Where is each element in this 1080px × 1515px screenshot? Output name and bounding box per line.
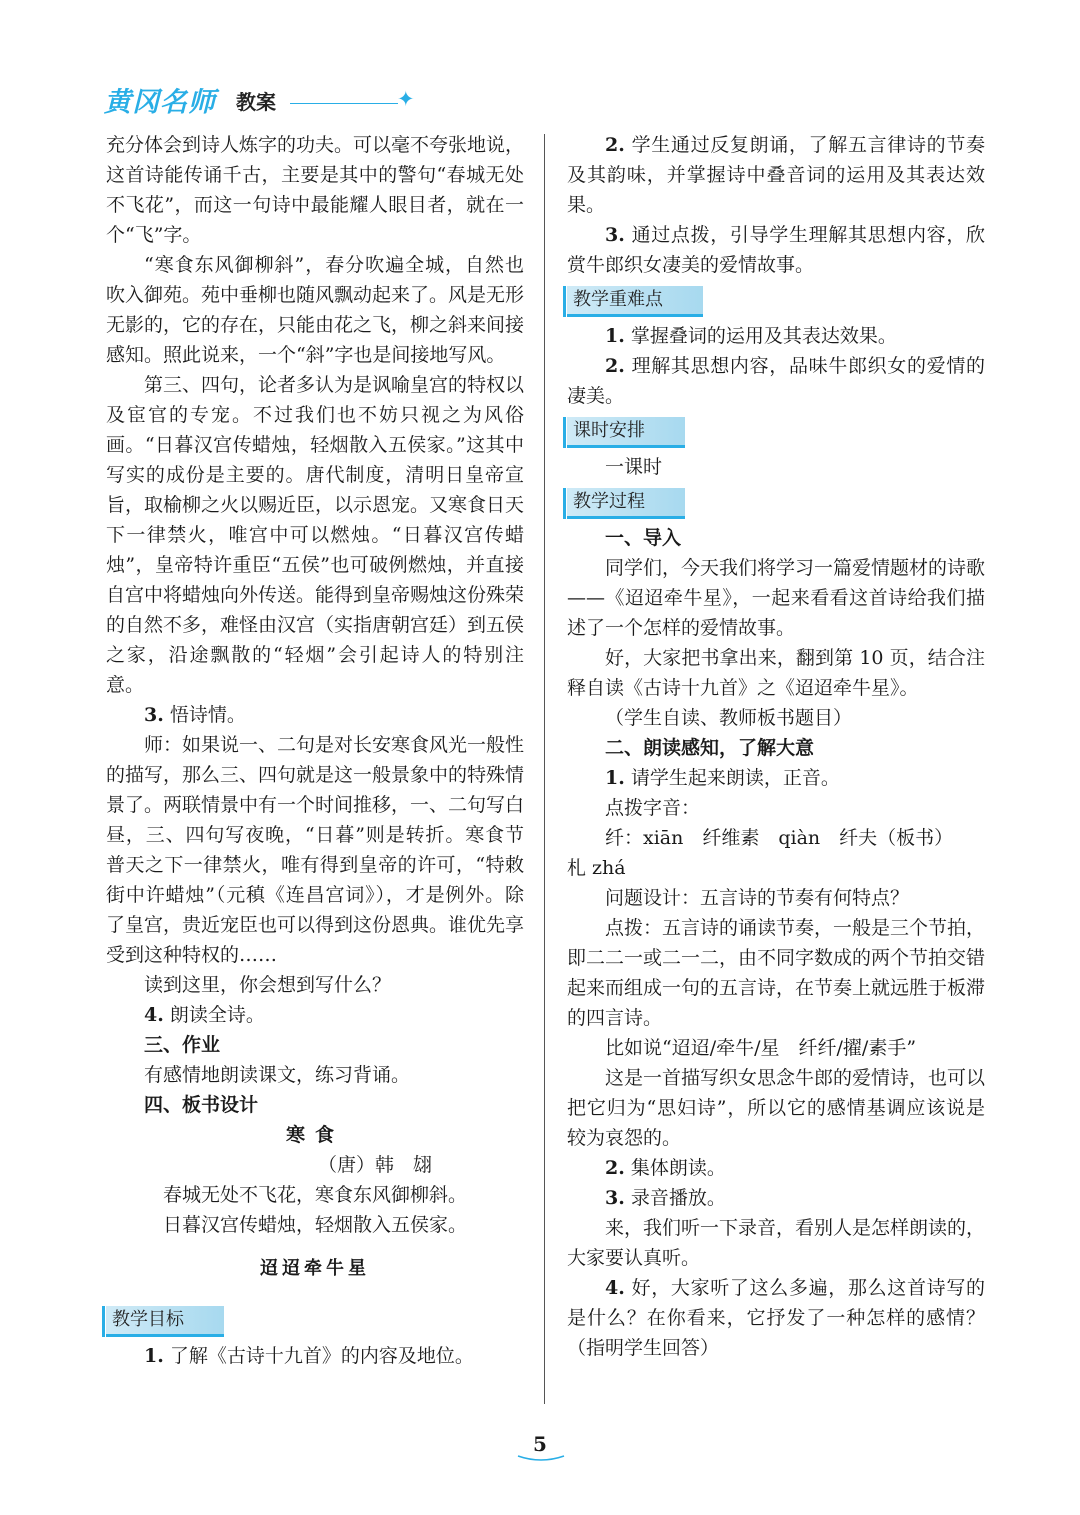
- right-column: [567, 130, 985, 1363]
- paragraph: 来，我们听一下录音，看别人是怎样朗读的，大家要认真听。: [567, 1217, 986, 1269]
- poem-title: 寒食: [285, 1124, 344, 1146]
- step-text: 好，大家听了这么多遍，那么这首诗写的是什么？在你看来，它抒发了一种怎样的感情？（指明学生回答）: [567, 1277, 985, 1359]
- paragraph: 一课时: [605, 456, 663, 478]
- key-number: 1.: [605, 325, 625, 347]
- step-item: [567, 1183, 985, 1213]
- goal-number: 3.: [605, 224, 625, 246]
- paragraph: 第三、四句，论者多认为是讽喻皇宫的特权以及宦官的专宠。不过我们也不妨只视之为风俗画。“日暮汉宫传蜡烛，轻烟散入五侯家。”这其中写实的成份是主要的。唐代制度，清明日皇帝宣旨，取榆柳之火以赐近臣，以示恩宠。又寒食日天下一律禁火，唯宫中可以燃烛。“日暮汉宫传蜡烛”，皇帝特许重臣“五侯”也可破例燃烛，并直接自宫中将蜡烛向外传送。能得到皇帝赐烛这份殊荣的自然不多，难怪由汉宫（实指唐朝宫廷）到五侯之家，沿途飘散的“轻烟”会引起诗人的特别注意。: [106, 374, 525, 696]
- paragraph: 这是一首描写织女思念牛郎的爱情诗，也可以把它归为“思妇诗”，所以它的感情基调应该说是较为哀怨的。: [567, 1067, 986, 1149]
- brand-logo: 黄冈名师: [104, 87, 216, 118]
- lesson-title: 迢迢牵牛星: [260, 1258, 370, 1279]
- step-text: 悟诗情。: [169, 704, 246, 726]
- step-text: 朗读全诗。: [169, 1004, 265, 1026]
- step-item: [567, 1273, 985, 1363]
- step-number: 4.: [144, 1004, 164, 1026]
- step-number: 3.: [605, 1187, 625, 1209]
- step-heading: [106, 700, 524, 730]
- paragraph: 问题设计：五言诗的节奏有何特点？: [605, 887, 910, 909]
- step-number: 2.: [605, 1157, 625, 1179]
- left-column: [106, 130, 524, 1371]
- paragraph: 好，大家把书拿出来，翻到第 10 页，结合注释自读《古诗十九首》之《迢迢牵牛星》。: [567, 647, 985, 699]
- poem-line: 春城无处不飞花，寒食东风御柳斜。: [162, 1184, 467, 1206]
- sparkle-icon: ✦: [397, 87, 415, 111]
- goal-text: 通过点拨，引导学生理解其思想内容，欣赏牛郎织女凄美的爱情故事。: [567, 224, 985, 276]
- header-rule: [290, 103, 398, 104]
- poem-author: （唐）韩 翃: [317, 1154, 432, 1176]
- brand-subtitle: 教案: [236, 90, 276, 114]
- pinyin-line: 纤：xiān 纤维素 qiàn 纤夫（板书）: [605, 827, 954, 849]
- step-item: [567, 763, 985, 793]
- goal-number: 2.: [605, 134, 625, 156]
- pinyin-line: 札 zhá: [567, 857, 626, 879]
- paragraph: 比如说“迢迢/牵牛/星 纤纤/擢/素手”: [605, 1037, 917, 1059]
- step-text: 录音播放。: [630, 1187, 726, 1209]
- paragraph: 同学们，今天我们将学习一篇爱情题材的诗歌——《迢迢牵牛星》，一起来看看这首诗给我们描述了一个怎样的爱情故事。: [567, 557, 986, 639]
- paragraph: 师：如果说一、二句是对长安寒食风光一般性的描写，那么三、四句就是这一般景象中的特殊情景了。两联情景中有一个时间推移，一、二句写白昼，三、四句写夜晚，“日暮”则是转折。寒食节普天之下一律禁火，唯有得到皇帝的许可，“特敕街中许蜡烛”（元稹《连昌宫词》），才是例外。除了皇宫，贵近宠臣也可以得到这份恩典。谁优先享受到这种特权的……: [106, 734, 525, 966]
- key-text: 掌握叠词的运用及其表达效果。: [630, 325, 897, 347]
- wave-ornament-icon: [516, 1454, 566, 1462]
- paragraph: 点拨：五言诗的诵读节奏，一般是三个节拍，即二二一或二一二，由不同字数成的两个节拍交错起来而组成一句的五言诗，在节奏上就远胜于板滞的四言诗。: [567, 917, 986, 1029]
- goal-text: 了解《古诗十九首》的内容及地位。: [169, 1345, 474, 1367]
- section-heading-homework: 三、作业: [144, 1034, 221, 1056]
- goal-number: 1.: [144, 1345, 164, 1367]
- section-heading-intro: 一、导入: [605, 527, 682, 549]
- section-heading-reading: 二、朗读感知，了解大意: [605, 737, 815, 759]
- step-number: 1.: [605, 767, 625, 789]
- section-label-process: 教学过程: [567, 488, 685, 519]
- key-text: 理解其思想内容，品味牛郎织女的爱情的凄美。: [567, 355, 985, 407]
- paragraph: （学生自读、教师板书题目）: [605, 707, 853, 729]
- step-text: 集体朗读。: [630, 1157, 726, 1179]
- page-header: [104, 80, 444, 120]
- key-item: [567, 351, 985, 411]
- key-number: 2.: [605, 355, 625, 377]
- paragraph: 点拨字音：: [605, 797, 701, 819]
- goal-item: [106, 1341, 524, 1371]
- step-number: 4.: [605, 1277, 625, 1299]
- step-item: [567, 1153, 985, 1183]
- paragraph: 读到这里，你会想到写什么？: [144, 974, 392, 996]
- paragraph: 有感情地朗读课文，练习背诵。: [144, 1064, 411, 1086]
- poem-line: 日暮汉宫传蜡烛，轻烟散入五侯家。: [162, 1214, 467, 1236]
- paragraph: “寒食东风御柳斜”，春分吹遍全城，自然也吹入御苑。苑中垂柳也随风飘动起来了。风是无形无影的，它的存在，只能由花之飞，柳之斜来间接感知。照此说来，一个“斜”字也是间接地写风。: [106, 254, 525, 366]
- page-number: 5: [533, 1432, 547, 1456]
- section-label-goals: 教学目标: [106, 1306, 224, 1337]
- step-number: 3.: [144, 704, 164, 726]
- goal-item: [567, 130, 985, 220]
- step-heading: [106, 1000, 524, 1030]
- goal-item: [567, 220, 985, 280]
- goal-text: 学生通过反复朗诵，了解五言律诗的节奏及其韵味，并掌握诗中叠音词的运用及其表达效果。: [567, 134, 985, 216]
- step-text: 请学生起来朗读，正音。: [630, 767, 840, 789]
- section-label-schedule: 课时安排: [567, 417, 685, 448]
- section-label-key-points: 教学重难点: [567, 286, 703, 317]
- column-divider: [544, 134, 545, 1404]
- section-heading-board: 四、板书设计: [144, 1094, 259, 1116]
- key-item: [567, 321, 985, 351]
- paragraph: 充分体会到诗人炼字的功夫。可以毫不夸张地说，这首诗能传诵千古，主要是其中的警句“春城无处不飞花”，而这一句诗中最能耀人眼目者，就在一个“飞”字。: [106, 134, 525, 246]
